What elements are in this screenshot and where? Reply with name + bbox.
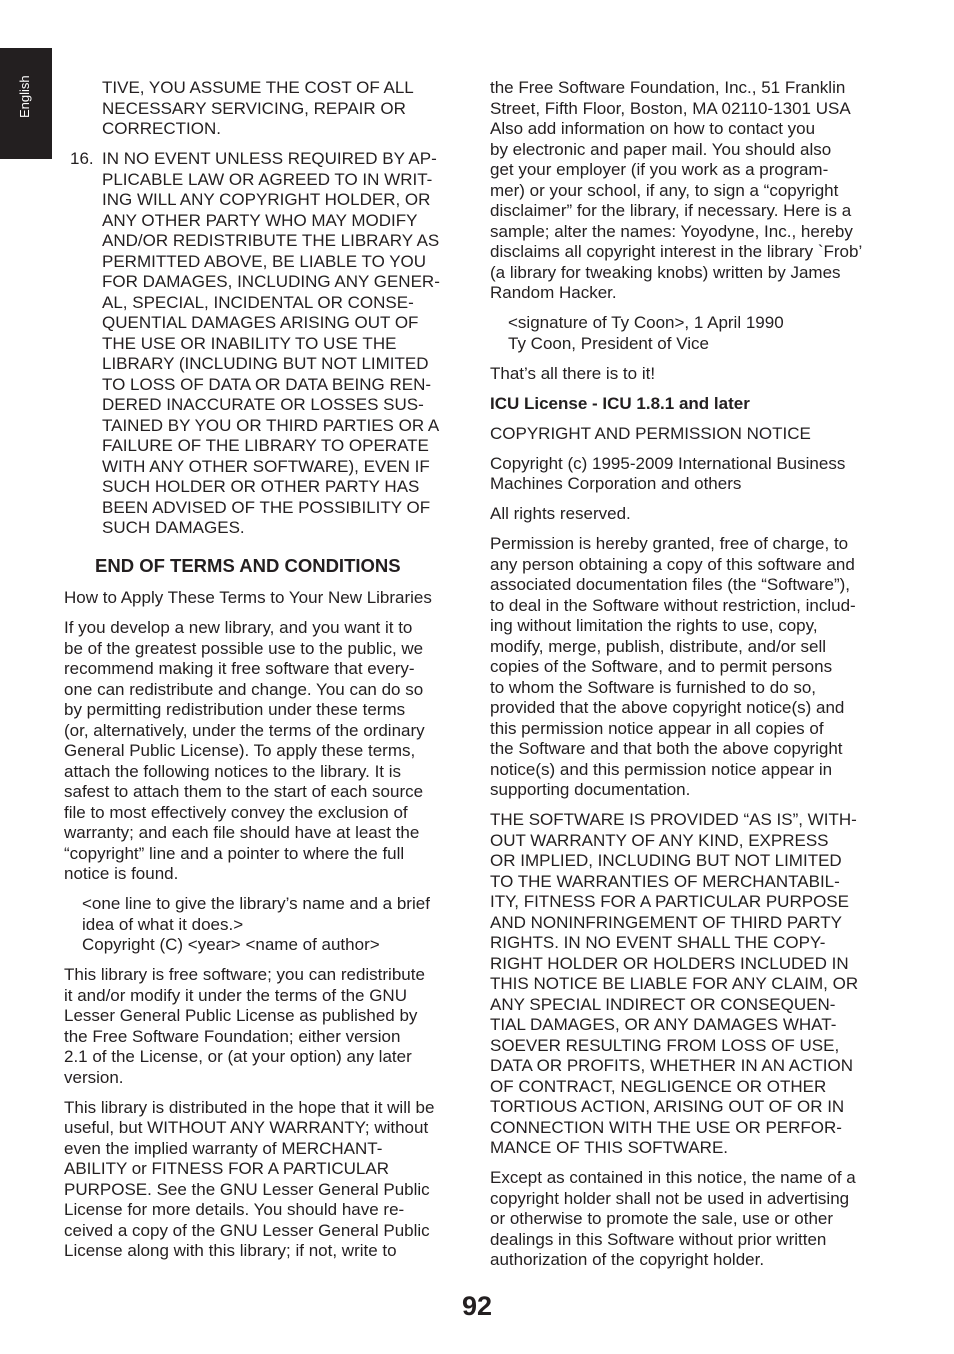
list-item-number: 16. xyxy=(70,149,94,168)
notice-line-1: <one line to give the library’s name and a brief idea of what it does.> xyxy=(82,894,430,934)
notice-template xyxy=(64,894,466,956)
copyright-notice-title: COPYRIGHT AND PERMISSION NOTICE xyxy=(490,423,811,443)
left-column xyxy=(64,78,466,1271)
fsf-address-paragraph: the Free Software Foundation, Inc., 51 Franklin Street, Fifth Floor, Boston, MA 02110-1301 USA Also add information on how to contact you by electronic and paper mail. You should also get your employer (if you work as a program- mer) or your school, if any, to sign a “copyright disclaimer” for the library, if necessary. Here is a sample; alter the names: Yoyodyne, Inc., hereby disclaims all copyright interest in the library `Frob’ (a library for tweaking knobs) written by James Random Hacker. xyxy=(490,78,863,302)
thats-all-line: That’s all there is to it! xyxy=(490,363,656,383)
notice-line-2: Copyright (C) <year> <name of author> xyxy=(82,935,380,954)
copyright-paragraph: Copyright (c) 1995-2009 International Business Machines Corporation and others xyxy=(490,453,846,493)
signature-block xyxy=(490,313,890,354)
free-software-paragraph: This library is free software; you can redistribute it and/or modify it under the terms of the GNU Lesser General Public License as published by the Free Software Foundation; either version 2.1 of the License, or (at your option) any later version. xyxy=(64,965,425,1087)
right-column xyxy=(490,78,890,1280)
language-tab xyxy=(0,48,52,159)
signature-line-1: <signature of Ty Coon>, 1 April 1990 xyxy=(508,313,784,332)
section-heading: END OF TERMS AND CONDITIONS xyxy=(95,554,401,576)
as-is-paragraph: THE SOFTWARE IS PROVIDED “AS IS”, WITH- OUT WARRANTY OF ANY KIND, EXPRESS OR IMPLIED, INCLUDING BUT NOT LIMITED TO THE WARRANTIES OF MERCHANTABIL- ITY, FITNESS FOR A PARTICULAR PURPOSE AND NONINFRINGEMENT OF THIRD PARTY RIGHTS. IN NO EVENT SHALL THE COPY- RIGHT HOLDER OR HOLDERS INCLUDED IN THIS NOTICE BE LIABLE FOR ANY CLAIM, OR ANY SPECIAL INDIRECT OR CONSEQUEN- TIAL DAMAGES, OR ANY DAMAGES WHAT- SOEVER RESULTING FROM LOSS OF USE, DATA OR PROFITS, WHETHER IN AN ACTION OF CONTRACT, NEGLIGENCE OR OTHER TORTIOUS ACTION, ARISING OUT OF OR IN CONNECTION WITH THE USE OR PERFOR- MANCE OF THIS SOFTWARE. xyxy=(490,810,859,1157)
language-tab-label: English xyxy=(17,75,32,118)
page-number: 92 xyxy=(461,1291,493,1321)
permission-paragraph: Permission is hereby granted, free of charge, to any person obtaining a copy of this software and associated documentation files (the “Software”), to deal in the Software without restriction, includ- ing without limitation the rights to use, copy, modify, merge, publish, distribute, and/or sell copies of the Software, and to permit persons to whom the Software is furnished to do so, provided that the above copyright notice(s) and this permission notice appear in all copies of the Software and that both the above copyright notice(s) and this permission notice appear in supporting documentation. xyxy=(490,534,856,799)
develop-paragraph: If you develop a new library, and you want it to be of the greatest possible use to the public, we recommend making it free software that every- one can redistribute and change. You can do so by permitting redistribution under these terms (or, alternatively, under the terms of the ordinary General Public License). To apply these terms, attach the following notices to the library. It is safest to attach them to the start of each source file to most effectively convey the exclusion of warranty; and each file should have at least the “copyright” line and a pointer to where the full notice is found. xyxy=(64,618,425,883)
icu-license-heading: ICU License - ICU 1.8.1 and later xyxy=(490,393,750,413)
list-item-text: IN NO EVENT UNLESS REQUIRED BY AP- PLICABLE LAW OR AGREED TO IN WRIT- ING WILL ANY COPYRIGHT HOLDER, OR ANY OTHER PARTY WHO MAY MODIFY AND/OR REDISTRIBUTE THE LIBRARY AS PERMITTED ABOVE, BE LIABLE TO YOU FOR DAMAGES, INCLUDING ANY GENER- AL, SPECIAL, INCIDENTAL OR CONSE- QUENTIAL DAMAGES ARISING OUT OF THE USE OR INABILITY TO USE THE LIBRARY (INCLUDING BUT NOT LIMITED TO LOSS OF DATA OR DATA BEING REN- DERED INACCURATE OR LOSSES SUS- TAINED BY YOU OR THIRD PARTIES OR A FAILURE OF THE LIBRARY TO OPERATE WITH ANY OTHER SOFTWARE), EVEN IF SUCH HOLDER OR OTHER PARTY HAS BEEN ADVISED OF THE POSSIBILITY OF SUCH DAMAGES. xyxy=(102,149,440,537)
warranty-paragraph: This library is distributed in the hope that it will be useful, but WITHOUT ANY WARRANTY; without even the implied warranty of MERCHANT- ABILITY or FITNESS FOR A PARTICULAR PURPOSE. See the GNU Lesser General Public License for more details. You should have re- ceived a copy of the GNU Lesser General Public License along with this library; if not, write to xyxy=(64,1097,435,1260)
signature-line-2: Ty Coon, President of Vice xyxy=(508,333,709,353)
except-paragraph: Except as contained in this notice, the name of a copyright holder shall not be used in advertising or otherwise to promote the sale, use or other dealings in this Software without prior written authorization of the copyright holder. xyxy=(490,1168,856,1269)
rights-reserved-line: All rights reserved. xyxy=(490,504,631,523)
continued-paragraph: TIVE, YOU ASSUME THE COST OF ALL NECESSARY SERVICING, REPAIR OR CORRECTION. xyxy=(102,78,414,138)
list-item-16 xyxy=(64,149,466,539)
how-to-apply-line: How to Apply These Terms to Your New Libraries xyxy=(64,588,432,607)
